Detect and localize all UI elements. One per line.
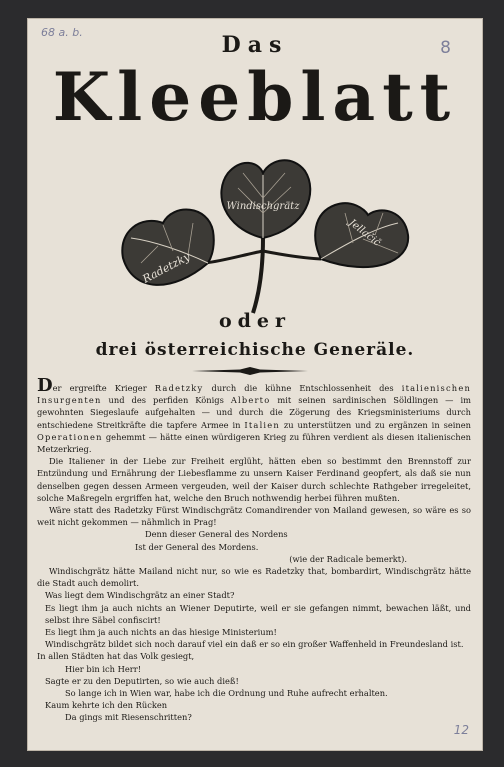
article-body [37,375,471,724]
line-1: Was liegt dem Windischgrätz an einer Stadt? [45,590,235,601]
leaf-center [221,160,310,238]
line-8: So lange ich in Wien war, habe ich die Ordnung und Ruhe aufrecht erhalten. [65,688,388,699]
cloverleaf-illustration [113,143,413,318]
paragraph-4: Windischgrätz hätte Mailand nicht nur, so wie es Radetzky that, bombardirt, Windischgrätz hätte die Stadt auch demolirt. [37,566,471,589]
quote-line-1: Denn dieser General des Nordens [145,529,288,540]
leaf-left-label: Radetzky [140,250,193,286]
pencil-annotation-bottom-right: 12 [453,723,469,737]
pencil-annotation-top-right: 8 [440,38,451,58]
paragraph-3: Wäre statt des Radetzky Fürst Windischgrätz Comandirender von Mailand gewesen, so wäre es so weit nicht gekommen — nähmlich in Prag! [37,505,471,528]
paragraph-2: Die Italiener in der Liebe zur Freiheit erglüht, hätten eben so bestimmt den Brennstoff zur Entzündung und Ernährung der Liebesflamme zu unsern Kaiser Ferdinand geopfert, als daß sie nun denselben gegen dessen Armeen vergeuden, weil der Kaiser durch schlechte Rathgeber irregeleitet, solche Maßregeln ergriffen hat, welche den Bruch nothwendig herbei führen mußten. [37,456,471,503]
subtitle: drei österreichische Generäle. [95,340,415,360]
drop-cap: D [37,375,53,396]
page-title: Kleeblatt [52,58,458,136]
ornamental-rule [192,367,308,375]
leaf-center-label: Windischgrätz [226,201,300,212]
pencil-annotation-top-left: 68 a. b. [41,26,83,39]
line-6: Hier bin ich Herr! [65,663,142,674]
quote-line-2: Ist der General des Mordens. [135,541,259,552]
line-2: Es liegt ihm ja auch nichts an Wiener Deputirte, weil er sie gefangen nimmt, bewachen läßt, und selbst ihre Säbel confiscirt! [45,602,471,625]
broadsheet-page [27,18,483,751]
leaf-right [315,203,408,267]
line-3: Es liegt ihm ja auch nichts an das hiesige Ministerium! [45,627,277,638]
line-7: Sagte er zu den Deputirten, so wie auch dieß! [45,675,239,686]
line-4: Windischgrätz bildet sich noch darauf viel ein daß er so ein großer Waffenheld in Freundesland ist. [45,639,464,650]
title-or: oder [218,310,292,332]
title-pre: Das [221,32,289,58]
leaf-right-label: Jellačič [346,217,383,249]
paragraph-1: Der ergreifte Krieger Radetzky durch die kühne Entschlossenheit des italienischen Insurgenten und des perfiden Königs Alberto mit seinen sardinischen Söldlingen — im gewohnten Siegeslaufe aufgehalten — und durch die Zögerung des Kriegsministeriums durch entschiedene Streitkräfte die tapfere Armee in Italien zu unterstützen und zu ergänzen in seinen Operationen gehemmt — hätte einen würdigeren Krieg zu führen verdient als diesen italienischen Metzerkrieg. [37,375,471,455]
line-9: Kaum kehrte ich den Rücken [45,700,168,711]
line-5: In allen Städten hat das Volk gesiegt, [37,651,195,662]
quote-attribution: (wie der Radicale bemerkt). [289,553,407,564]
leaf-left [122,210,213,287]
line-10: Da gings mit Riesenschritten? [65,712,192,723]
